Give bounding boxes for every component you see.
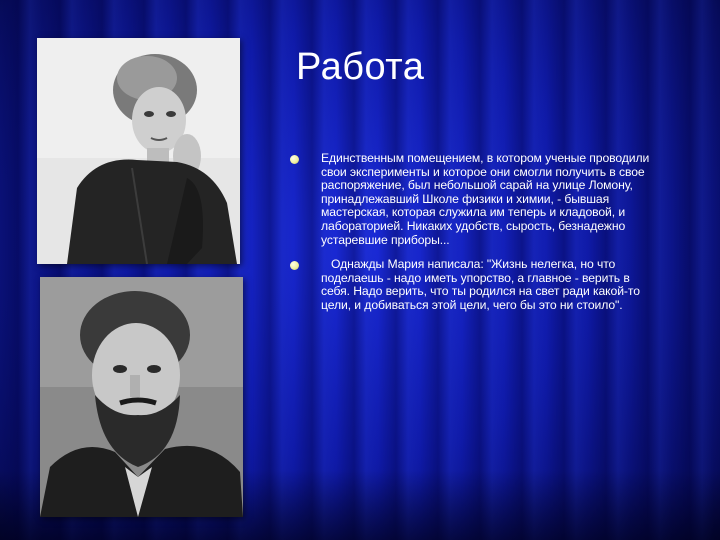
bullet-text: Однажды Мария написала: "Жизнь нелегка, но что поделаешь - надо иметь упорство, а главное - верить в себя. Надо верить, что ты родился на свет ради какой-то цели, и добиваться этой цели, чего бы это ни стоило". <box>321 257 640 312</box>
bullet-list <box>290 152 660 313</box>
portrait-photo-man <box>40 277 243 517</box>
bullet-icon <box>290 261 299 270</box>
bullet-item <box>290 258 660 312</box>
bullet-item <box>290 152 660 247</box>
bullet-text: Единственным помещением, в котором ученые проводили свои эксперименты и которое они смогли получить в свое распоряжение, был небольшой сарай на улице Ломону, принадлежавший Школе физики и химии, - бывшая мастерская, которая служила им теперь и кладовой, и лабораторией. Никаких удобств, сырость, безнадежно устаревшие приборы... <box>321 151 650 247</box>
bullet-icon <box>290 155 299 164</box>
slide-title: Работа <box>296 46 425 88</box>
portrait-photo-woman <box>37 38 240 264</box>
